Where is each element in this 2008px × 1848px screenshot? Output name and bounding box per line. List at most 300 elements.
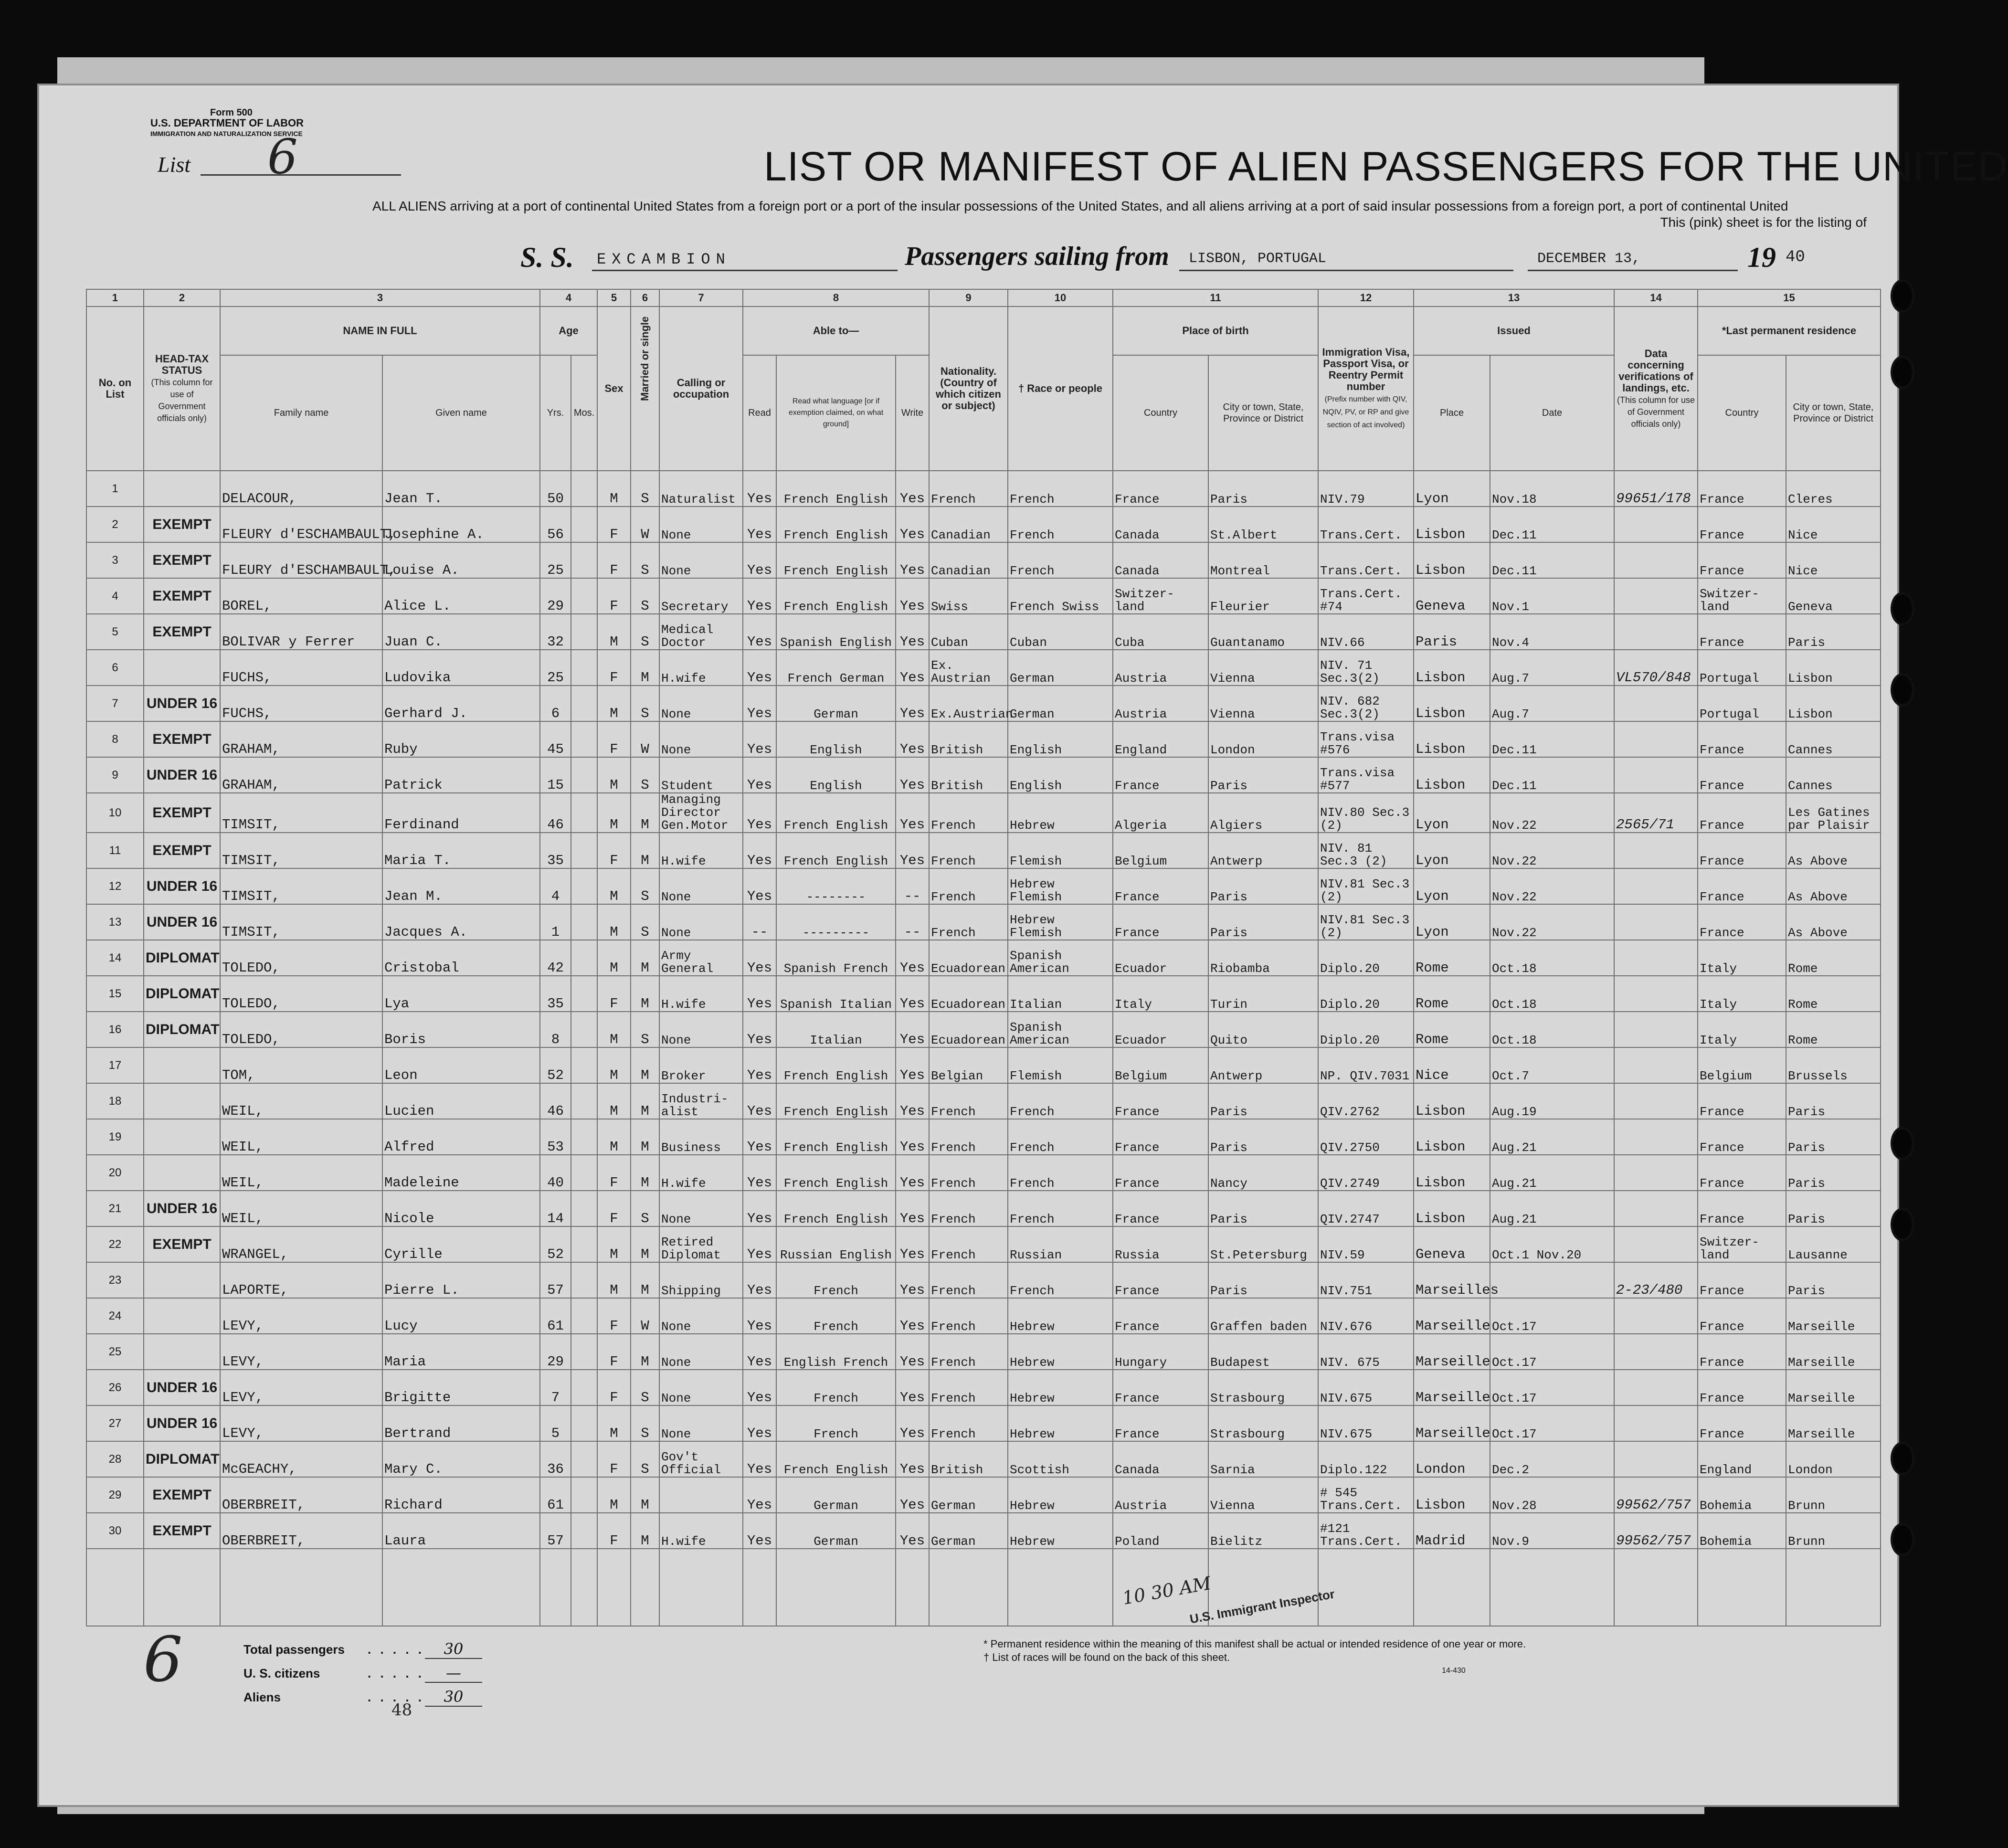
row-number: 3 bbox=[86, 542, 144, 578]
head-tax-status: UNDER 16 bbox=[144, 1191, 220, 1226]
visa-note: (Prefix number with QIV, NQIV, PV, or RP and give section of act involved) bbox=[1322, 395, 1409, 429]
issue-place: Lyon bbox=[1414, 793, 1490, 833]
blank-cell bbox=[659, 1549, 743, 1626]
header-residence-city: City or town, State, Province or District bbox=[1786, 355, 1881, 471]
total-passengers-value: 30 bbox=[425, 1640, 482, 1659]
header-age: Age bbox=[540, 306, 597, 355]
nationality: Swiss bbox=[929, 578, 1008, 614]
head-tax-title: HEAD-TAX STATUS bbox=[155, 353, 209, 376]
birth-country: France bbox=[1113, 1262, 1208, 1298]
nationality: French bbox=[929, 1083, 1008, 1119]
can-read: Yes bbox=[743, 578, 776, 614]
marital-status: M bbox=[631, 940, 659, 976]
birth-country: France bbox=[1113, 868, 1208, 904]
age-months bbox=[571, 721, 597, 757]
head-tax-status: UNDER 16 bbox=[144, 686, 220, 721]
verification-data: 2565/71 bbox=[1614, 793, 1698, 833]
issue-date: Oct.18 bbox=[1490, 976, 1614, 1012]
occupation: None bbox=[659, 1298, 743, 1334]
age-months bbox=[571, 542, 597, 578]
head-tax-status bbox=[144, 1334, 220, 1370]
header-able-to: Able to— bbox=[743, 306, 929, 355]
race: Hebrew bbox=[1008, 1298, 1113, 1334]
column-number: 15 bbox=[1698, 289, 1881, 306]
header-issued: Issued bbox=[1414, 306, 1614, 355]
race: French bbox=[1008, 1155, 1113, 1191]
blank-cell bbox=[631, 1549, 659, 1626]
residence-country: France bbox=[1698, 1083, 1786, 1119]
nationality: Ecuadorean bbox=[929, 1012, 1008, 1047]
birth-country: Canada bbox=[1113, 507, 1208, 542]
given-name: Richard bbox=[382, 1477, 540, 1513]
age-years: 8 bbox=[540, 1012, 571, 1047]
table-row bbox=[86, 940, 1881, 976]
verification-data bbox=[1614, 1119, 1698, 1155]
visa-number: NIV.676 bbox=[1318, 1298, 1414, 1334]
header-head-tax bbox=[144, 306, 220, 471]
birth-country: Italy bbox=[1113, 976, 1208, 1012]
marital-status: S bbox=[631, 1191, 659, 1226]
head-tax-status: UNDER 16 bbox=[144, 904, 220, 940]
blank-cell bbox=[1698, 1549, 1786, 1626]
sex: M bbox=[597, 686, 631, 721]
issue-date: Oct.17 bbox=[1490, 1370, 1614, 1405]
birth-country: Austria bbox=[1113, 650, 1208, 686]
verification-data bbox=[1614, 1083, 1698, 1119]
header-row-1 bbox=[86, 306, 1881, 355]
issue-place: Lyon bbox=[1414, 904, 1490, 940]
birth-city: Vienna bbox=[1208, 686, 1318, 721]
header-calling: Calling or occupation bbox=[659, 306, 743, 471]
residence-country: France bbox=[1698, 1370, 1786, 1405]
marital-status: S bbox=[631, 471, 659, 507]
head-tax-status bbox=[144, 1119, 220, 1155]
age-years: 45 bbox=[540, 721, 571, 757]
aliens-value: 30 bbox=[425, 1688, 482, 1707]
row-number: 23 bbox=[86, 1262, 144, 1298]
given-name: Madeleine bbox=[382, 1155, 540, 1191]
sex: M bbox=[597, 757, 631, 793]
can-read: Yes bbox=[743, 507, 776, 542]
occupation: None bbox=[659, 1012, 743, 1047]
verification-data: VL570/848 bbox=[1614, 650, 1698, 686]
family-name: FUCHS, bbox=[220, 650, 382, 686]
age-years: 15 bbox=[540, 757, 571, 793]
issue-date: Aug.19 bbox=[1490, 1083, 1614, 1119]
visa-number: NIV.81 Sec.3 (2) bbox=[1318, 868, 1414, 904]
given-name: Alice L. bbox=[382, 578, 540, 614]
read-language: French bbox=[776, 1298, 896, 1334]
verification-data bbox=[1614, 1012, 1698, 1047]
occupation: None bbox=[659, 542, 743, 578]
marital-status: M bbox=[631, 833, 659, 868]
birth-city: Paris bbox=[1208, 757, 1318, 793]
issue-place: Paris bbox=[1414, 614, 1490, 650]
verification-data bbox=[1614, 721, 1698, 757]
read-language: French English bbox=[776, 1441, 896, 1477]
age-months bbox=[571, 1191, 597, 1226]
residence-city: Rome bbox=[1786, 1012, 1881, 1047]
residence-country: France bbox=[1698, 1155, 1786, 1191]
residence-city: Rome bbox=[1786, 940, 1881, 976]
visa-number: NIV.80 Sec.3 (2) bbox=[1318, 793, 1414, 833]
read-language: Russian English bbox=[776, 1226, 896, 1262]
issue-date: Nov.22 bbox=[1490, 833, 1614, 868]
port-underline bbox=[1179, 270, 1513, 271]
residence-country: France bbox=[1698, 904, 1786, 940]
can-write: Yes bbox=[896, 542, 929, 578]
can-write: Yes bbox=[896, 1012, 929, 1047]
race: Hebrew bbox=[1008, 1370, 1113, 1405]
issue-place: Lisbon bbox=[1414, 1477, 1490, 1513]
issue-date: Nov.18 bbox=[1490, 471, 1614, 507]
given-name: Jacques A. bbox=[382, 904, 540, 940]
sex: F bbox=[597, 1155, 631, 1191]
marital-status: S bbox=[631, 904, 659, 940]
age-years: 5 bbox=[540, 1405, 571, 1441]
birth-city: Guantanamo bbox=[1208, 614, 1318, 650]
sex: F bbox=[597, 542, 631, 578]
sex: F bbox=[597, 507, 631, 542]
nationality: Belgian bbox=[929, 1047, 1008, 1083]
occupation: H.wife bbox=[659, 650, 743, 686]
marital-status: M bbox=[631, 1155, 659, 1191]
sex: M bbox=[597, 1119, 631, 1155]
family-name: WRANGEL, bbox=[220, 1226, 382, 1262]
table-row bbox=[86, 904, 1881, 940]
age-months bbox=[571, 471, 597, 507]
can-read: Yes bbox=[743, 757, 776, 793]
verification-data bbox=[1614, 904, 1698, 940]
residence-city: Marseille bbox=[1786, 1370, 1881, 1405]
read-language: French English bbox=[776, 542, 896, 578]
sex: F bbox=[597, 1334, 631, 1370]
blank-cell bbox=[1008, 1549, 1113, 1626]
given-name: Maria bbox=[382, 1334, 540, 1370]
departure-port: LISBON, PORTUGAL bbox=[1189, 251, 1327, 267]
can-read: Yes bbox=[743, 1477, 776, 1513]
read-language: French English bbox=[776, 507, 896, 542]
nationality: French bbox=[929, 1405, 1008, 1441]
marital-status: S bbox=[631, 1012, 659, 1047]
birth-country: Cuba bbox=[1113, 614, 1208, 650]
age-years: 50 bbox=[540, 471, 571, 507]
visa-number: NP. QIV.7031 bbox=[1318, 1047, 1414, 1083]
occupation: H.wife bbox=[659, 976, 743, 1012]
birth-city: Quito bbox=[1208, 1012, 1318, 1047]
can-write: Yes bbox=[896, 721, 929, 757]
verification-data bbox=[1614, 833, 1698, 868]
marital-status: W bbox=[631, 721, 659, 757]
occupation: Army General bbox=[659, 940, 743, 976]
head-tax-status: EXEMPT bbox=[144, 578, 220, 614]
table-row bbox=[86, 833, 1881, 868]
age-years: 29 bbox=[540, 578, 571, 614]
family-name: TOM, bbox=[220, 1047, 382, 1083]
marital-status: M bbox=[631, 1083, 659, 1119]
can-read: Yes bbox=[743, 976, 776, 1012]
age-months bbox=[571, 1047, 597, 1083]
residence-country: Switzer- land bbox=[1698, 1226, 1786, 1262]
header-visa bbox=[1318, 306, 1414, 471]
visa-number: Diplo.20 bbox=[1318, 976, 1414, 1012]
issue-date bbox=[1490, 1262, 1614, 1298]
occupation: None bbox=[659, 904, 743, 940]
header-read-language: Read what language [or if exemption claimed, on what ground] bbox=[776, 355, 896, 471]
given-name: Mary C. bbox=[382, 1441, 540, 1477]
subtitle-line-2: This (pink) sheet is for the listing of bbox=[1660, 215, 1867, 230]
verification-data bbox=[1614, 757, 1698, 793]
can-read: Yes bbox=[743, 1047, 776, 1083]
race: Flemish bbox=[1008, 833, 1113, 868]
read-language: French English bbox=[776, 1047, 896, 1083]
nationality: British bbox=[929, 757, 1008, 793]
list-label: List bbox=[158, 152, 191, 177]
verification-data bbox=[1614, 1370, 1698, 1405]
table-row bbox=[86, 1334, 1881, 1370]
age-years: 53 bbox=[540, 1119, 571, 1155]
table-row bbox=[86, 757, 1881, 793]
date-underline bbox=[1528, 270, 1738, 271]
residence-country: France bbox=[1698, 721, 1786, 757]
age-years: 46 bbox=[540, 793, 571, 833]
row-number: 29 bbox=[86, 1477, 144, 1513]
issue-date: Nov.22 bbox=[1490, 793, 1614, 833]
can-read: Yes bbox=[743, 1513, 776, 1549]
us-citizens-row bbox=[243, 1661, 482, 1685]
can-read: Yes bbox=[743, 542, 776, 578]
marital-status: M bbox=[631, 793, 659, 833]
column-number: 5 bbox=[597, 289, 631, 306]
sex: M bbox=[597, 1047, 631, 1083]
birth-city: Vienna bbox=[1208, 1477, 1318, 1513]
issue-date: Nov.1 bbox=[1490, 578, 1614, 614]
blank-cell bbox=[597, 1549, 631, 1626]
age-years: 61 bbox=[540, 1477, 571, 1513]
marital-status: M bbox=[631, 976, 659, 1012]
header-sex: Sex bbox=[597, 306, 631, 471]
given-name: Boris bbox=[382, 1012, 540, 1047]
sex: M bbox=[597, 793, 631, 833]
marital-status: S bbox=[631, 614, 659, 650]
row-number: 17 bbox=[86, 1047, 144, 1083]
nationality: British bbox=[929, 721, 1008, 757]
birth-city: St.Albert bbox=[1208, 507, 1318, 542]
verification-data bbox=[1614, 940, 1698, 976]
given-name: Cyrille bbox=[382, 1226, 540, 1262]
issue-date: Nov.28 bbox=[1490, 1477, 1614, 1513]
head-tax-status bbox=[144, 1262, 220, 1298]
sex: F bbox=[597, 1513, 631, 1549]
head-tax-status: DIPLOMAT bbox=[144, 1012, 220, 1047]
can-write: Yes bbox=[896, 1405, 929, 1441]
table-row bbox=[86, 1012, 1881, 1047]
punch-hole-icon bbox=[1891, 279, 1914, 313]
header-yrs: Yrs. bbox=[540, 355, 571, 471]
issue-date: Oct.7 bbox=[1490, 1047, 1614, 1083]
punch-hole-icon bbox=[1891, 1442, 1914, 1475]
can-read: Yes bbox=[743, 471, 776, 507]
column-number: 2 bbox=[144, 289, 220, 306]
age-years: 57 bbox=[540, 1262, 571, 1298]
row-number: 15 bbox=[86, 976, 144, 1012]
issue-date: Oct.1 Nov.20 bbox=[1490, 1226, 1614, 1262]
row-number: 7 bbox=[86, 686, 144, 721]
punch-hole-icon bbox=[1891, 1127, 1914, 1160]
header-verification bbox=[1614, 306, 1698, 471]
can-write: Yes bbox=[896, 650, 929, 686]
nationality: French bbox=[929, 471, 1008, 507]
can-write: Yes bbox=[896, 1047, 929, 1083]
residence-city: Paris bbox=[1786, 1119, 1881, 1155]
read-language: German bbox=[776, 686, 896, 721]
can-write: -- bbox=[896, 904, 929, 940]
given-name: Laura bbox=[382, 1513, 540, 1549]
residence-city: Cannes bbox=[1786, 757, 1881, 793]
marital-status: W bbox=[631, 507, 659, 542]
can-read: Yes bbox=[743, 1370, 776, 1405]
residence-city: Paris bbox=[1786, 1083, 1881, 1119]
visa-number: QIV.2762 bbox=[1318, 1083, 1414, 1119]
verification-data bbox=[1614, 578, 1698, 614]
age-years: 46 bbox=[540, 1083, 571, 1119]
header-birth-city: City or town, State, Province or District bbox=[1208, 355, 1318, 471]
blank-cell bbox=[896, 1549, 929, 1626]
can-write: Yes bbox=[896, 976, 929, 1012]
row-number: 1 bbox=[86, 471, 144, 507]
given-name: Alfred bbox=[382, 1119, 540, 1155]
issue-place: Lisbon bbox=[1414, 686, 1490, 721]
visa-number: NIV. 675 bbox=[1318, 1334, 1414, 1370]
given-name: Jean T. bbox=[382, 471, 540, 507]
read-language: French English bbox=[776, 1191, 896, 1226]
birth-country: Canada bbox=[1113, 1441, 1208, 1477]
age-years: 35 bbox=[540, 976, 571, 1012]
birth-city: Paris bbox=[1208, 1191, 1318, 1226]
age-months bbox=[571, 1441, 597, 1477]
residence-city: London bbox=[1786, 1441, 1881, 1477]
visa-number: Diplo.20 bbox=[1318, 1012, 1414, 1047]
age-months bbox=[571, 1155, 597, 1191]
blank-row bbox=[86, 1549, 1881, 1626]
verification-data bbox=[1614, 1334, 1698, 1370]
issue-place: Marseilles bbox=[1414, 1262, 1490, 1298]
family-name: FLEURY d'ESCHAMBAULT, bbox=[220, 542, 382, 578]
issue-place: Marseille bbox=[1414, 1405, 1490, 1441]
ss-label: S. S. bbox=[520, 242, 574, 273]
visa-number: NIV.59 bbox=[1318, 1226, 1414, 1262]
nationality: French bbox=[929, 1334, 1008, 1370]
column-number: 4 bbox=[540, 289, 597, 306]
issue-place: Lisbon bbox=[1414, 721, 1490, 757]
age-years: 56 bbox=[540, 507, 571, 542]
occupation: Shipping bbox=[659, 1262, 743, 1298]
can-write: Yes bbox=[896, 614, 929, 650]
sex: F bbox=[597, 1441, 631, 1477]
row-number: 26 bbox=[86, 1370, 144, 1405]
marital-status: S bbox=[631, 1405, 659, 1441]
family-name: BOREL, bbox=[220, 578, 382, 614]
read-language: French English bbox=[776, 1119, 896, 1155]
marital-status: W bbox=[631, 1298, 659, 1334]
issue-date: Nov.22 bbox=[1490, 868, 1614, 904]
read-language: Italian bbox=[776, 1012, 896, 1047]
occupation: Industri- alist bbox=[659, 1083, 743, 1119]
verification-data bbox=[1614, 1191, 1698, 1226]
visa-number: Trans.visa #576 bbox=[1318, 721, 1414, 757]
occupation: None bbox=[659, 1191, 743, 1226]
issue-place: London bbox=[1414, 1441, 1490, 1477]
race: German bbox=[1008, 650, 1113, 686]
age-years: 7 bbox=[540, 1370, 571, 1405]
visa-number: NIV. 71 Sec.3(2) bbox=[1318, 650, 1414, 686]
issue-date: Aug.21 bbox=[1490, 1119, 1614, 1155]
given-name: Ferdinand bbox=[382, 793, 540, 833]
total-passengers-label: Total passengers bbox=[243, 1642, 345, 1657]
age-years: 57 bbox=[540, 1513, 571, 1549]
can-write: Yes bbox=[896, 507, 929, 542]
birth-country: Ecuador bbox=[1113, 1012, 1208, 1047]
punch-hole-icon bbox=[1891, 1523, 1914, 1556]
occupation: None bbox=[659, 1334, 743, 1370]
residence-city: Paris bbox=[1786, 614, 1881, 650]
header-last-residence: *Last permanent residence bbox=[1698, 306, 1881, 355]
verification-title: Data concerning verifications of landings, etc. bbox=[1618, 347, 1693, 394]
birth-city: Bielitz bbox=[1208, 1513, 1318, 1549]
age-months bbox=[571, 1405, 597, 1441]
birth-country: Belgium bbox=[1113, 1047, 1208, 1083]
nationality: Canadian bbox=[929, 542, 1008, 578]
can-write: Yes bbox=[896, 1083, 929, 1119]
marital-status: S bbox=[631, 868, 659, 904]
family-name: DELACOUR, bbox=[220, 471, 382, 507]
occupation: Retired Diplomat bbox=[659, 1226, 743, 1262]
residence-country: Italy bbox=[1698, 940, 1786, 976]
table-row bbox=[86, 976, 1881, 1012]
given-name: Lucy bbox=[382, 1298, 540, 1334]
column-number: 8 bbox=[743, 289, 929, 306]
issue-place: Lisbon bbox=[1414, 1119, 1490, 1155]
residence-city: Lausanne bbox=[1786, 1226, 1881, 1262]
can-write: Yes bbox=[896, 1513, 929, 1549]
read-language: German bbox=[776, 1513, 896, 1549]
residence-city: Paris bbox=[1786, 1262, 1881, 1298]
age-years: 1 bbox=[540, 904, 571, 940]
birth-city: Graffen baden bbox=[1208, 1298, 1318, 1334]
age-months bbox=[571, 976, 597, 1012]
verification-data bbox=[1614, 976, 1698, 1012]
sex: M bbox=[597, 1477, 631, 1513]
verification-data bbox=[1614, 614, 1698, 650]
row-number: 9 bbox=[86, 757, 144, 793]
ship-underline bbox=[592, 270, 898, 271]
residence-city: As Above bbox=[1786, 868, 1881, 904]
row-number: 20 bbox=[86, 1155, 144, 1191]
total-passengers-row bbox=[243, 1637, 482, 1661]
can-read: Yes bbox=[743, 1083, 776, 1119]
age-years: 6 bbox=[540, 686, 571, 721]
given-name: Ruby bbox=[382, 721, 540, 757]
punch-hole-icon bbox=[1891, 592, 1914, 625]
age-years: 35 bbox=[540, 833, 571, 868]
read-language: French English bbox=[776, 578, 896, 614]
blank-cell bbox=[220, 1549, 382, 1626]
head-tax-status: EXEMPT bbox=[144, 542, 220, 578]
can-read: -- bbox=[743, 904, 776, 940]
head-tax-status: EXEMPT bbox=[144, 1477, 220, 1513]
nationality: German bbox=[929, 1513, 1008, 1549]
blank-cell bbox=[929, 1549, 1008, 1626]
